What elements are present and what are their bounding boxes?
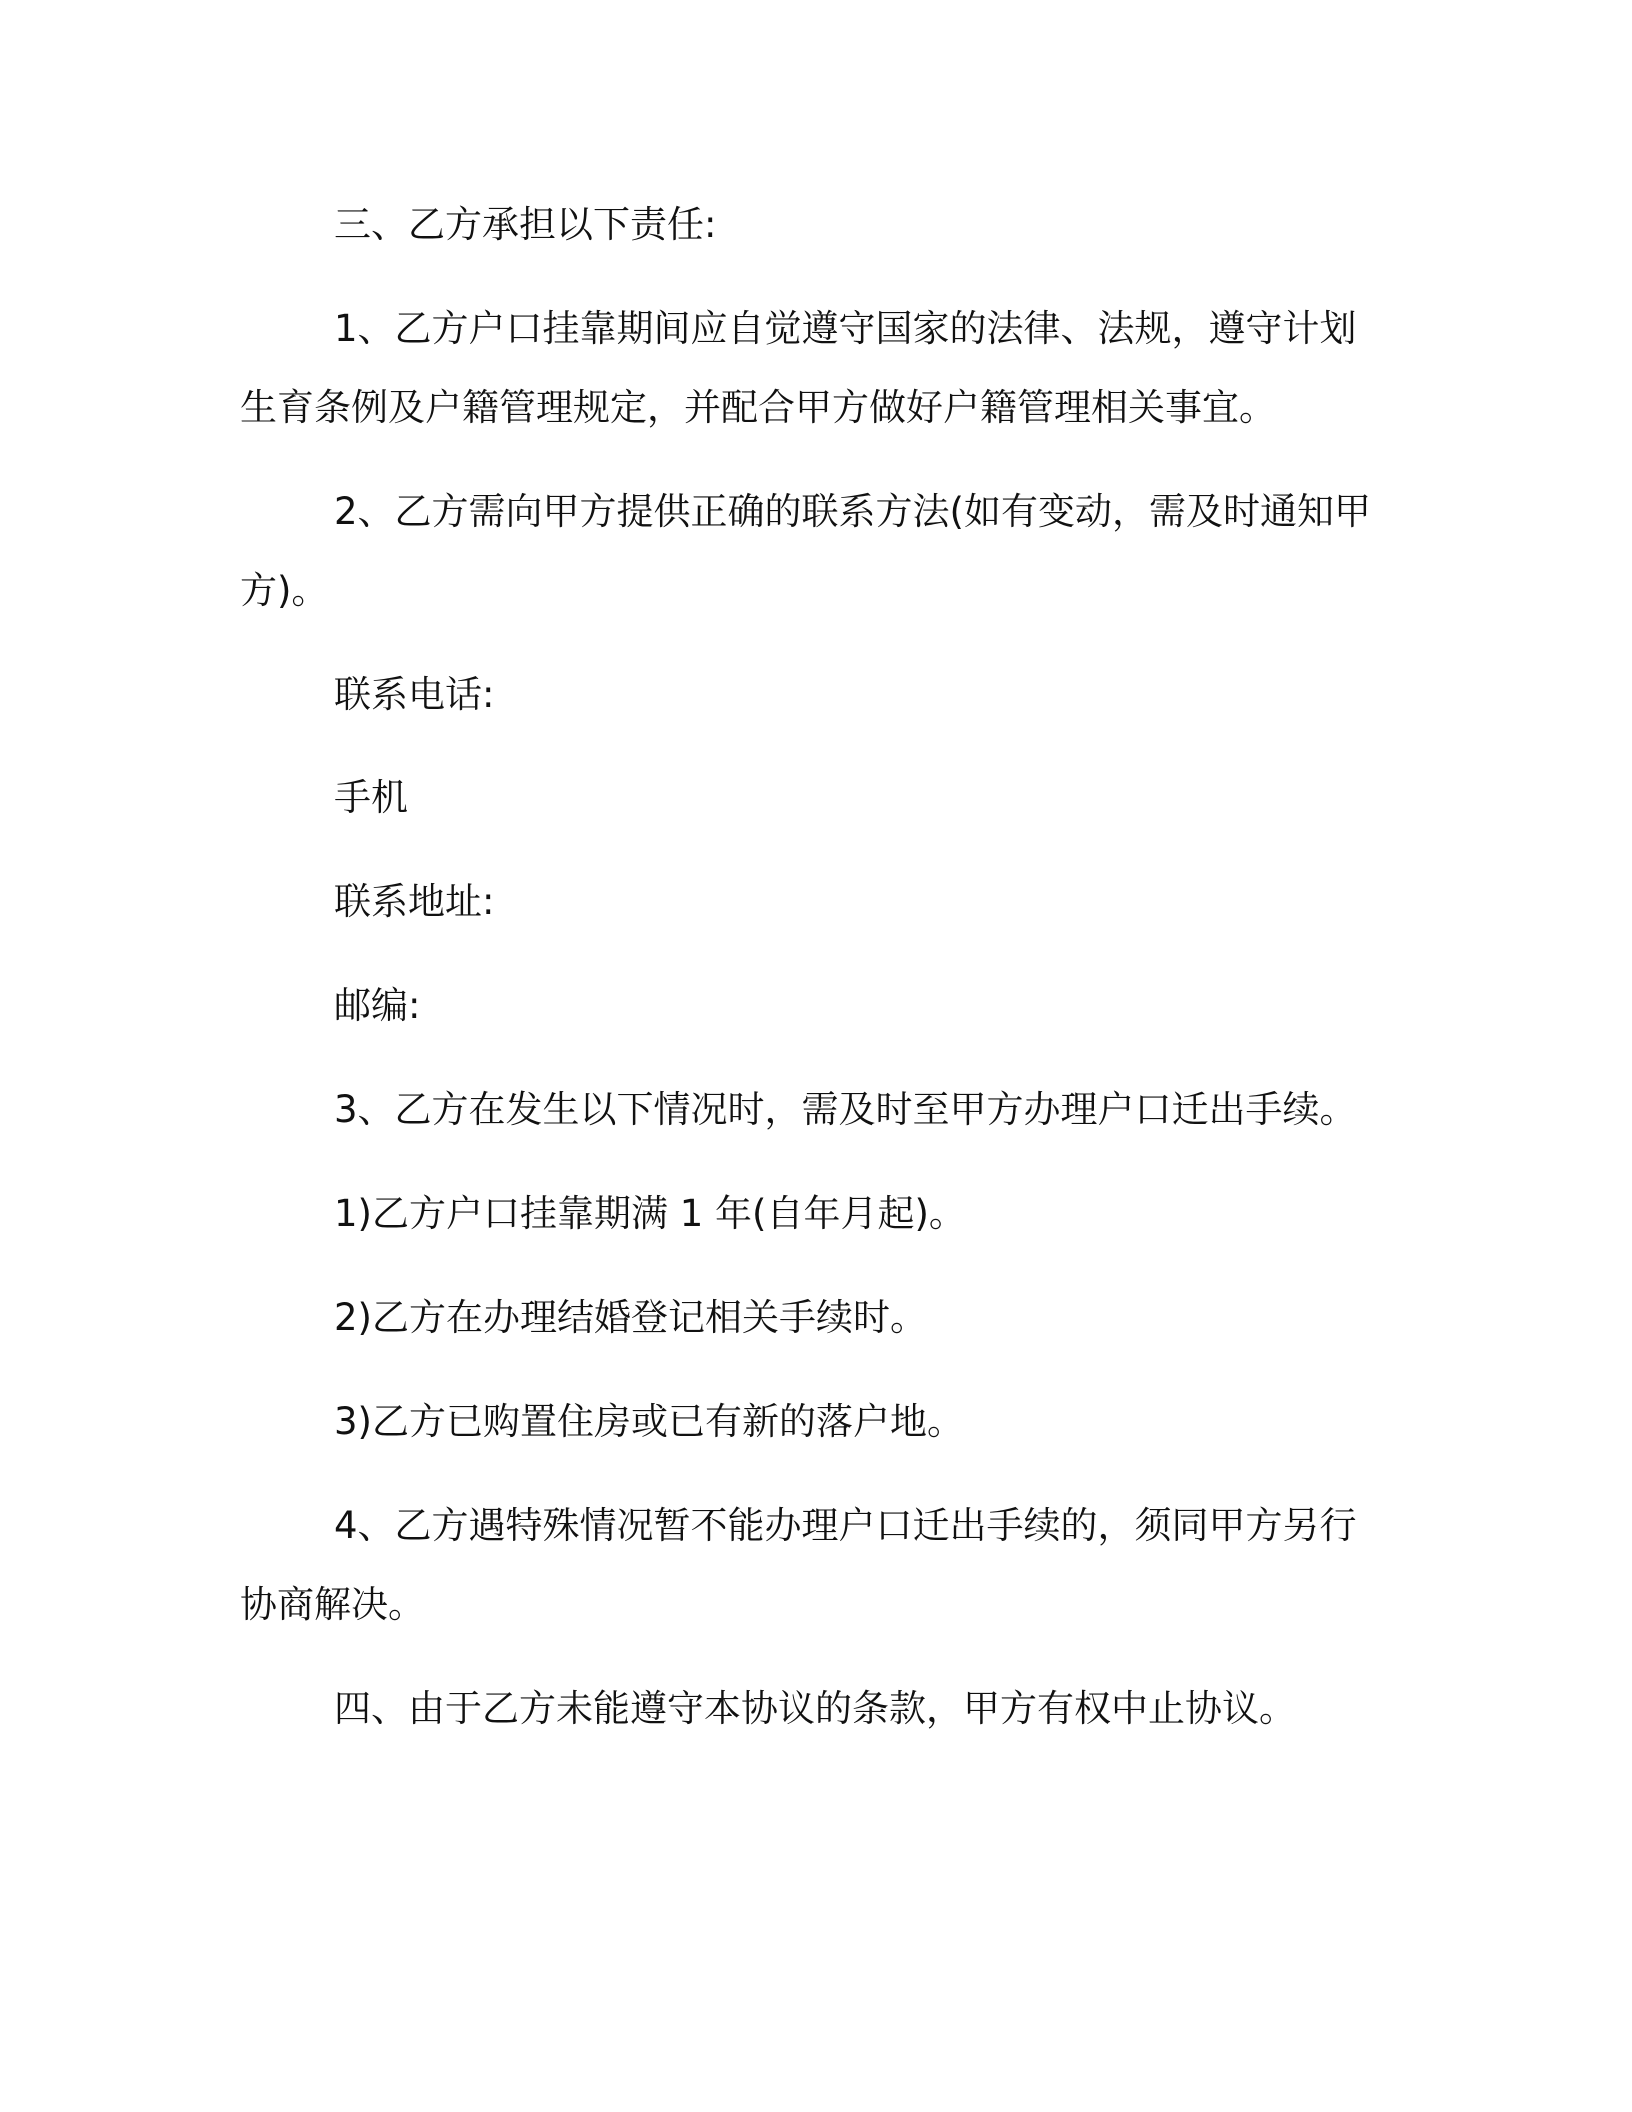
section-four-heading: 四、由于乙方未能遵守本协议的条款，甲方有权中止协议。 xyxy=(334,1687,1296,1730)
clause-3-line: 3、乙方在发生以下情况时，需及时至甲方办理户口迁出手续。 xyxy=(334,1088,1357,1131)
clause-2-line-1: 2、乙方需向甲方提供正确的联系方法(如有变动，需及时通知甲 xyxy=(334,490,1371,533)
section-three-heading: 三、乙方承担以下责任: xyxy=(334,203,717,246)
clause-2-line-2: 方)。 xyxy=(240,569,329,612)
contact-phone-label: 联系电话: xyxy=(334,673,495,716)
clause-3-item-1: 1)乙方户口挂靠期满 1 年(自年月起)。 xyxy=(334,1192,966,1235)
contact-address-label: 联系地址: xyxy=(334,880,495,923)
clause-3-item-2: 2)乙方在办理结婚登记相关手续时。 xyxy=(334,1296,927,1339)
clause-3-item-3: 3)乙方已购置住房或已有新的落户地。 xyxy=(334,1400,964,1443)
mobile-label: 手机 xyxy=(334,776,408,819)
postcode-label: 邮编: xyxy=(334,984,421,1027)
clause-1-line-1: 1、乙方户口挂靠期间应自觉遵守国家的法律、法规，遵守计划 xyxy=(334,307,1357,350)
clause-4-line-2: 协商解决。 xyxy=(240,1583,425,1626)
clause-1-line-2: 生育条例及户籍管理规定，并配合甲方做好户籍管理相关事宜。 xyxy=(240,386,1276,429)
clause-4-line-1: 4、乙方遇特殊情况暂不能办理户口迁出手续的，须同甲方另行 xyxy=(334,1504,1357,1547)
